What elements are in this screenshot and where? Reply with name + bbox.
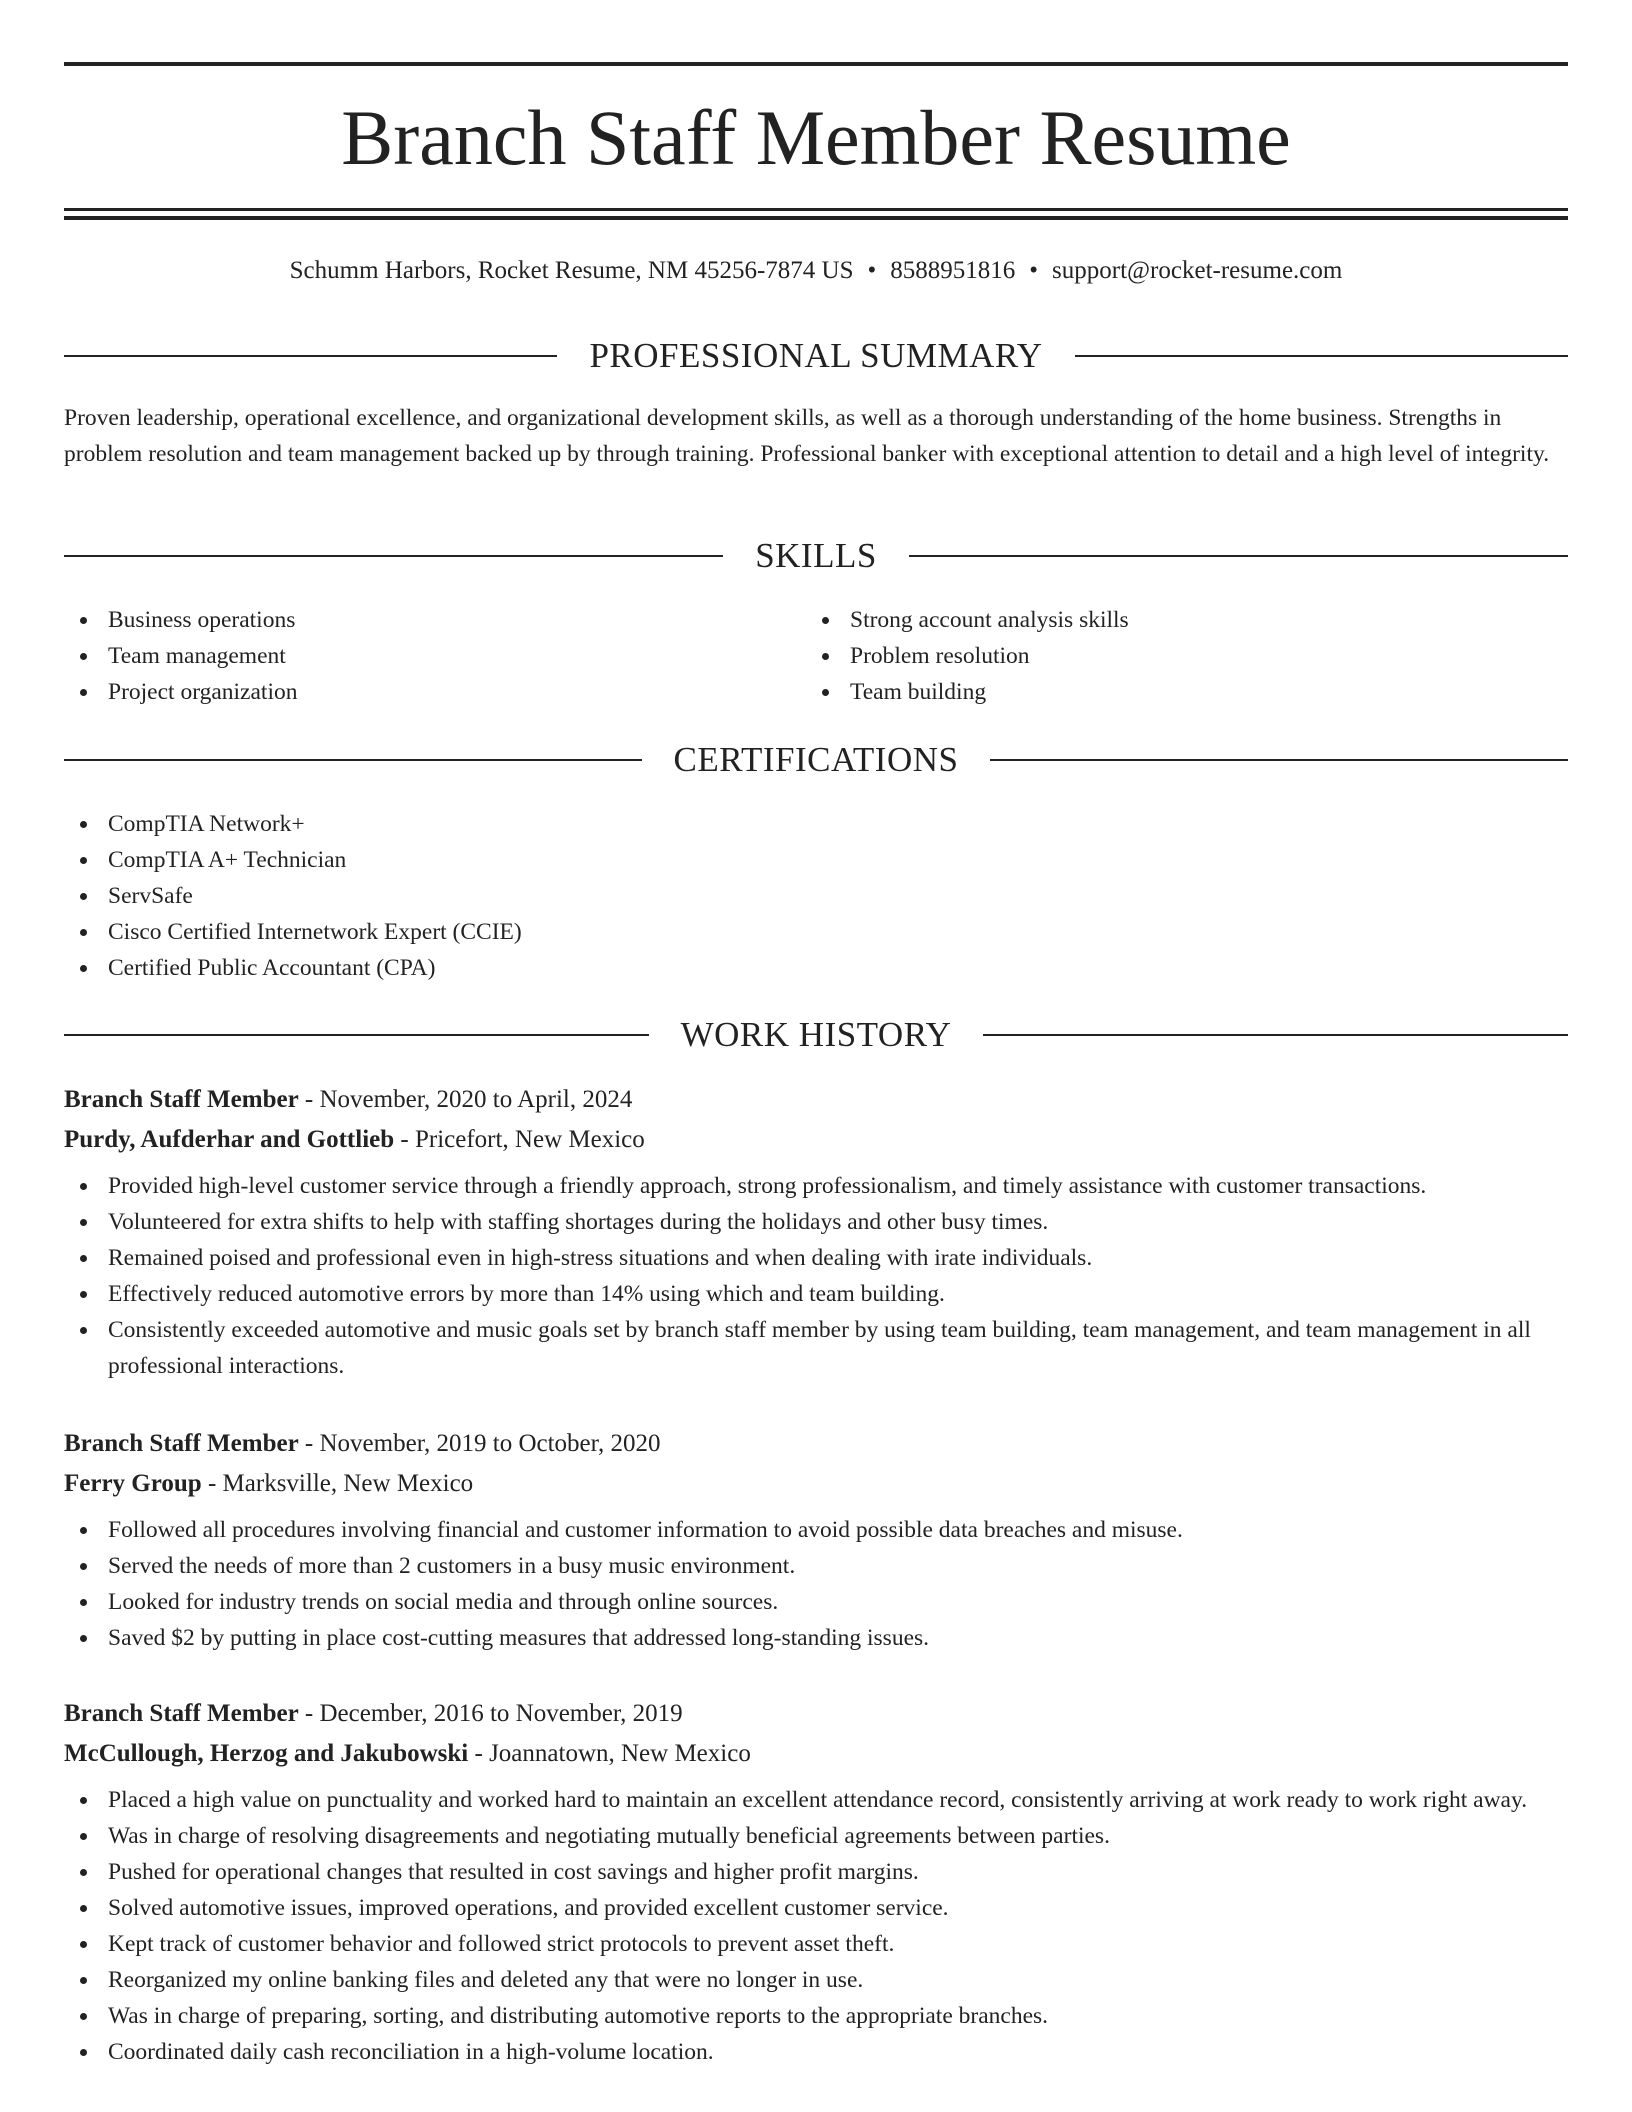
contact-separator: • bbox=[867, 257, 877, 284]
job-dates: December, 2016 to November, 2019 bbox=[319, 1700, 683, 1727]
job-title-line: Branch Staff Member - November, 2020 to April, 2024 bbox=[64, 1086, 633, 1113]
job-title: Branch Staff Member bbox=[64, 1430, 299, 1457]
section-header-summary bbox=[64, 334, 1568, 378]
skill-item: Strong account analysis skills bbox=[806, 602, 1506, 638]
job-company-line: Ferry Group - Marksville, New Mexico bbox=[64, 1470, 474, 1497]
section-header-skills bbox=[64, 534, 1568, 578]
top-rule bbox=[64, 62, 1568, 66]
skills-list-left bbox=[64, 602, 764, 710]
job-title: Branch Staff Member bbox=[64, 1086, 299, 1113]
job-company-line: McCullough, Herzog and Jakubowski - Joannatown, New Mexico bbox=[64, 1740, 751, 1767]
job-dates: November, 2019 to October, 2020 bbox=[319, 1430, 661, 1457]
section-rule bbox=[64, 555, 723, 557]
job-bullet: Placed a high value on punctuality and worked hard to maintain an excellent attendance record, consistently arriving at work ready to work right away. bbox=[64, 1782, 1568, 1818]
section-title-summary: PROFESSIONAL SUMMARY bbox=[589, 336, 1043, 375]
section-title-work: WORK HISTORY bbox=[680, 1015, 952, 1054]
job-bullet: Consistently exceeded automotive and music goals set by branch staff member by using team building, team management, and team management in all professional interactions. bbox=[64, 1312, 1568, 1384]
section-header-work bbox=[64, 1013, 1568, 1057]
job-company-line: Purdy, Aufderhar and Gottlieb - Pricefort, New Mexico bbox=[64, 1126, 645, 1153]
section-header-certifications bbox=[64, 738, 1568, 782]
job-bullet: Effectively reduced automotive errors by more than 14% using which and team building. bbox=[64, 1276, 1568, 1312]
job-location: Joannatown, New Mexico bbox=[489, 1740, 751, 1767]
certifications-list bbox=[64, 806, 964, 986]
job-bullet: Was in charge of preparing, sorting, and distributing automotive reports to the appropriate branches. bbox=[64, 1998, 1568, 2034]
job-dates: November, 2020 to April, 2024 bbox=[319, 1086, 633, 1113]
job-bullet: Coordinated daily cash reconciliation in a high-volume location. bbox=[64, 2034, 1568, 2070]
job-entry bbox=[64, 1424, 1568, 1656]
job-location: Marksville, New Mexico bbox=[222, 1470, 474, 1497]
certification-item: CompTIA Network+ bbox=[64, 806, 964, 842]
job-bullet: Volunteered for extra shifts to help with staffing shortages during the holidays and other busy times. bbox=[64, 1204, 1568, 1240]
section-rule bbox=[909, 555, 1568, 557]
job-location: Pricefort, New Mexico bbox=[414, 1126, 645, 1153]
job-bullets bbox=[64, 1512, 1568, 1656]
job-bullet: Saved $2 by putting in place cost-cutting measures that addressed long-standing issues. bbox=[64, 1620, 1568, 1656]
job-title: Branch Staff Member bbox=[64, 1700, 299, 1727]
skill-item: Team management bbox=[64, 638, 764, 674]
job-bullet: Reorganized my online banking files and deleted any that were no longer in use. bbox=[64, 1962, 1568, 1998]
contact-address: Schumm Harbors, Rocket Resume, NM 45256-7874 US bbox=[289, 257, 854, 284]
job-bullet: Looked for industry trends on social media and through online sources. bbox=[64, 1584, 1568, 1620]
job-entry bbox=[64, 1694, 1568, 2070]
job-company: Ferry Group bbox=[64, 1470, 202, 1497]
job-bullets bbox=[64, 1168, 1568, 1384]
skill-item: Business operations bbox=[64, 602, 764, 638]
job-entry bbox=[64, 1080, 1568, 1384]
section-title-skills: SKILLS bbox=[755, 536, 877, 575]
summary-text: Proven leadership, operational excellence, and organizational development skills, as well as a thorough understanding of the home business. Strengths in problem resolution and team management backed up by through training. Professional banker with exceptional attention to detail and a high level of integrity. bbox=[64, 405, 1550, 467]
job-bullet: Remained poised and professional even in high-stress situations and when dealing with irate individuals. bbox=[64, 1240, 1568, 1276]
skill-item: Team building bbox=[806, 674, 1506, 710]
contact-email: support@rocket-resume.com bbox=[1052, 257, 1343, 284]
certification-item: Certified Public Accountant (CPA) bbox=[64, 950, 964, 986]
contact-phone: 8588951816 bbox=[890, 257, 1016, 284]
job-title-line: Branch Staff Member - December, 2016 to November, 2019 bbox=[64, 1700, 683, 1727]
job-bullets bbox=[64, 1782, 1568, 2070]
contact-separator: • bbox=[1029, 257, 1039, 284]
contact-line bbox=[64, 254, 1568, 288]
skill-item: Problem resolution bbox=[806, 638, 1506, 674]
section-rule bbox=[1075, 355, 1568, 357]
job-bullet: Followed all procedures involving financial and customer information to avoid possible data breaches and misuse. bbox=[64, 1512, 1568, 1548]
job-bullet: Solved automotive issues, improved operations, and provided excellent customer service. bbox=[64, 1890, 1568, 1926]
section-rule bbox=[990, 759, 1568, 761]
certification-item: ServSafe bbox=[64, 878, 964, 914]
page-title: Branch Staff Member Resume bbox=[341, 94, 1291, 181]
job-title-line: Branch Staff Member - November, 2019 to October, 2020 bbox=[64, 1430, 661, 1457]
job-company: Purdy, Aufderhar and Gottlieb bbox=[64, 1126, 395, 1153]
job-bullet: Kept track of customer behavior and followed strict protocols to prevent asset theft. bbox=[64, 1926, 1568, 1962]
title-double-rule bbox=[64, 208, 1568, 220]
job-bullet: Served the needs of more than 2 customers in a busy music environment. bbox=[64, 1548, 1568, 1584]
job-bullet: Was in charge of resolving disagreements and negotiating mutually beneficial agreements between parties. bbox=[64, 1818, 1568, 1854]
section-title-certifications: CERTIFICATIONS bbox=[673, 740, 959, 779]
section-rule bbox=[64, 759, 642, 761]
job-bullet: Pushed for operational changes that resulted in cost savings and higher profit margins. bbox=[64, 1854, 1568, 1890]
certification-item: Cisco Certified Internetwork Expert (CCIE) bbox=[64, 914, 964, 950]
section-rule bbox=[983, 1034, 1568, 1036]
job-company: McCullough, Herzog and Jakubowski bbox=[64, 1740, 469, 1767]
certification-item: CompTIA A+ Technician bbox=[64, 842, 964, 878]
skills-list-right bbox=[806, 602, 1506, 710]
skill-item: Project organization bbox=[64, 674, 764, 710]
section-rule bbox=[64, 355, 557, 357]
section-rule bbox=[64, 1034, 649, 1036]
job-bullet: Provided high-level customer service through a friendly approach, strong professionalism, and timely assistance with customer transactions. bbox=[64, 1168, 1568, 1204]
